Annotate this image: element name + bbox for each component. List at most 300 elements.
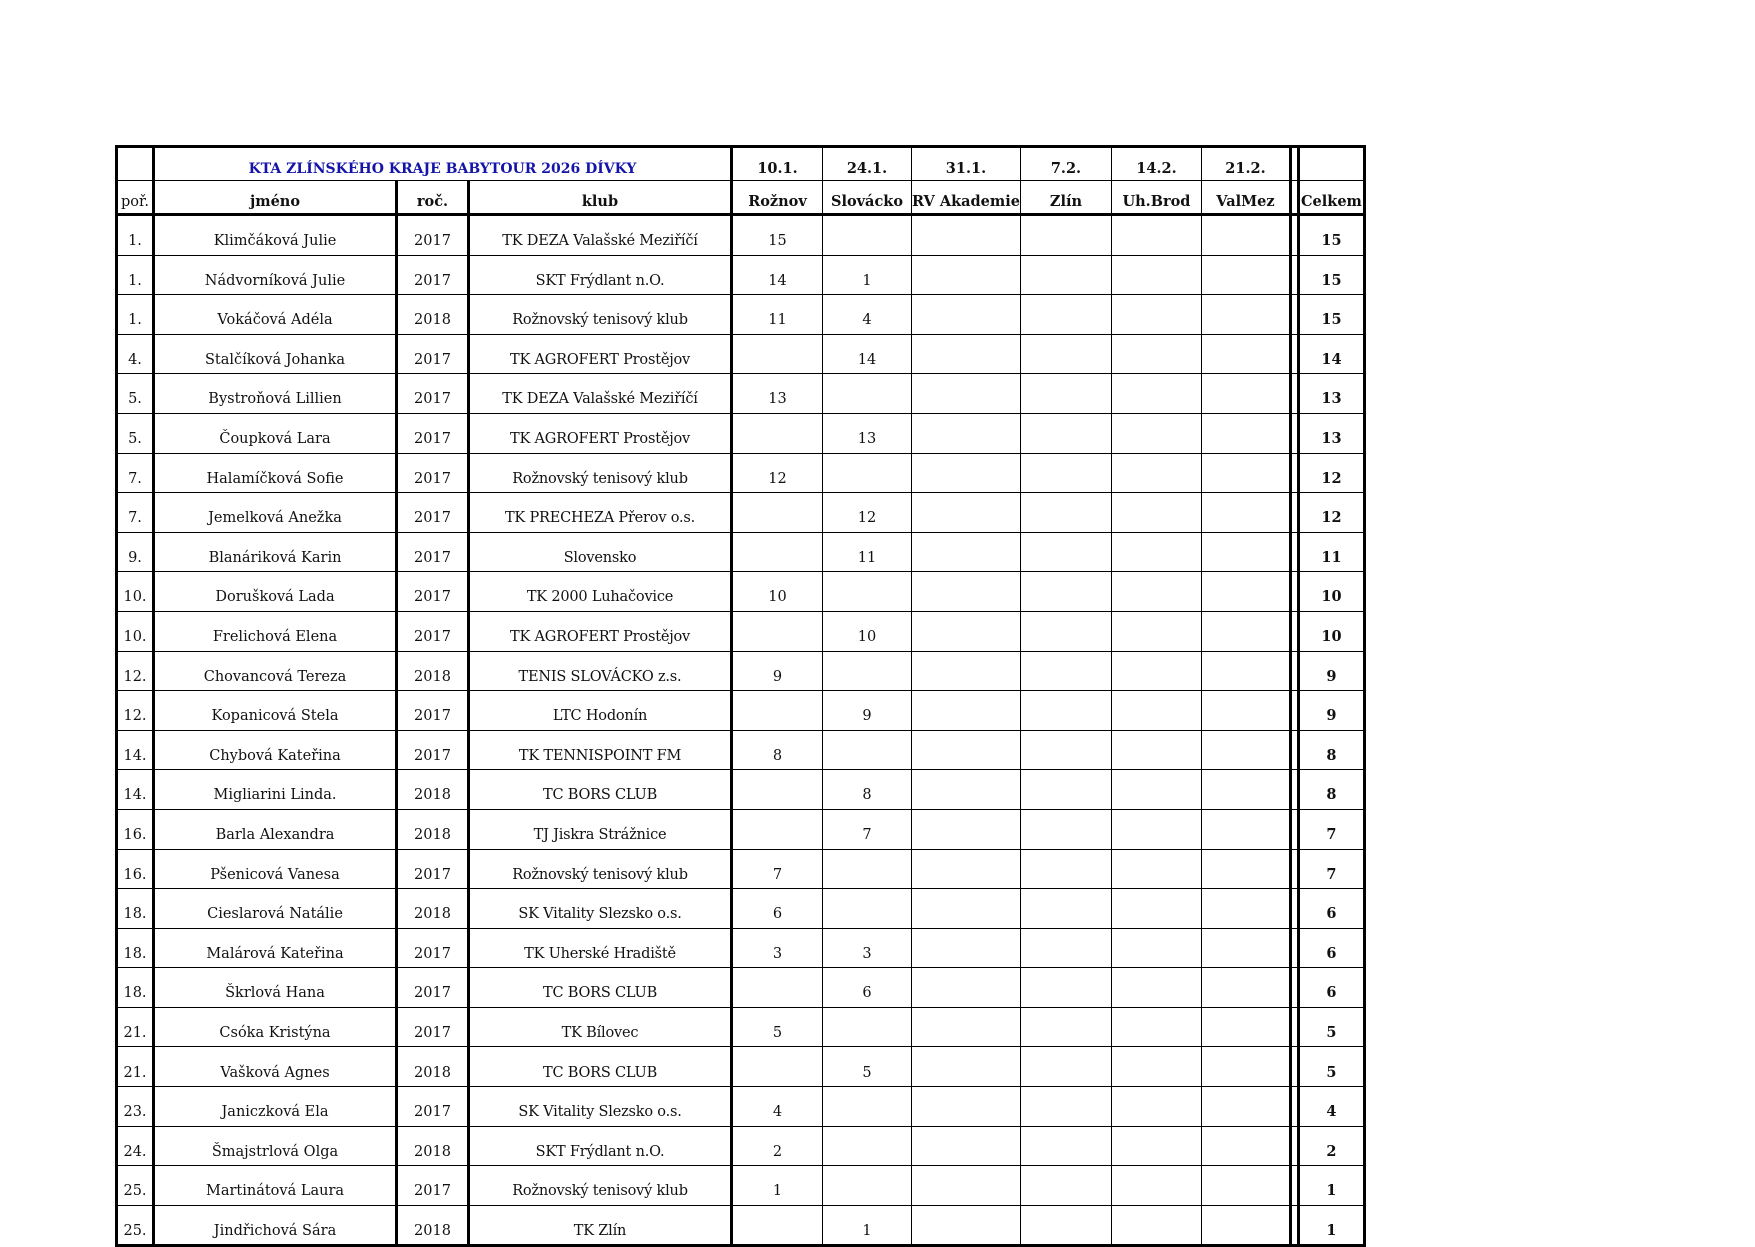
points-cell bbox=[1201, 849, 1290, 889]
name-cell: Martinátová Laura bbox=[154, 1166, 397, 1206]
points-cell bbox=[1201, 691, 1290, 731]
total-cell: 2 bbox=[1298, 1126, 1364, 1166]
rank-cell: 25. bbox=[117, 1205, 154, 1246]
total-cell: 5 bbox=[1298, 1007, 1364, 1047]
name-cell: Jindřichová Sára bbox=[154, 1205, 397, 1246]
year-cell: 2017 bbox=[397, 1007, 469, 1047]
points-cell bbox=[1111, 1166, 1201, 1206]
rank-cell: 21. bbox=[117, 1047, 154, 1087]
points-cell bbox=[1111, 928, 1201, 968]
total-cell: 13 bbox=[1298, 413, 1364, 453]
name-cell: Frelichová Elena bbox=[154, 611, 397, 651]
points-cell: 1 bbox=[823, 1205, 912, 1246]
year-cell: 2017 bbox=[397, 493, 469, 533]
points-cell: 8 bbox=[823, 770, 912, 810]
column-separator bbox=[1290, 968, 1298, 1008]
points-cell bbox=[1020, 849, 1111, 889]
points-cell: 9 bbox=[732, 651, 823, 691]
year-cell: 2017 bbox=[397, 334, 469, 374]
rank-cell: 14. bbox=[117, 730, 154, 770]
tournament-place: Uh.Brod bbox=[1111, 181, 1201, 215]
points-cell: 5 bbox=[823, 1047, 912, 1087]
year-cell: 2017 bbox=[397, 849, 469, 889]
points-cell bbox=[1111, 1087, 1201, 1127]
rank-cell: 12. bbox=[117, 691, 154, 731]
table-row bbox=[117, 1087, 1365, 1127]
points-cell bbox=[1201, 215, 1290, 256]
points-cell: 14 bbox=[823, 334, 912, 374]
tournament-date: 14.2. bbox=[1111, 147, 1201, 181]
year-cell: 2017 bbox=[397, 413, 469, 453]
points-cell bbox=[912, 295, 1021, 335]
name-cell: Šmajstrlová Olga bbox=[154, 1126, 397, 1166]
points-cell bbox=[1111, 572, 1201, 612]
column-separator bbox=[1290, 295, 1298, 335]
points-cell bbox=[1201, 928, 1290, 968]
name-cell: Nádvorníková Julie bbox=[154, 255, 397, 295]
table-row bbox=[117, 295, 1365, 335]
points-cell bbox=[732, 968, 823, 1008]
column-separator bbox=[1290, 730, 1298, 770]
header-total: Celkem bbox=[1298, 181, 1364, 215]
column-separator bbox=[1290, 809, 1298, 849]
name-cell: Kopanicová Stela bbox=[154, 691, 397, 731]
header-corner-cell bbox=[117, 147, 154, 181]
points-cell bbox=[912, 532, 1021, 572]
year-cell: 2017 bbox=[397, 730, 469, 770]
column-separator bbox=[1290, 1007, 1298, 1047]
club-cell: Slovensko bbox=[469, 532, 732, 572]
column-separator bbox=[1290, 1166, 1298, 1206]
year-cell: 2017 bbox=[397, 255, 469, 295]
points-cell bbox=[1020, 691, 1111, 731]
rank-cell: 5. bbox=[117, 374, 154, 414]
points-cell bbox=[912, 255, 1021, 295]
club-cell: TC BORS CLUB bbox=[469, 968, 732, 1008]
points-cell bbox=[1020, 255, 1111, 295]
points-cell: 11 bbox=[823, 532, 912, 572]
table-row bbox=[117, 770, 1365, 810]
year-cell: 2017 bbox=[397, 572, 469, 612]
points-cell bbox=[1020, 1126, 1111, 1166]
total-cell: 7 bbox=[1298, 849, 1364, 889]
points-cell bbox=[1020, 809, 1111, 849]
points-cell bbox=[1201, 1087, 1290, 1127]
total-cell: 6 bbox=[1298, 889, 1364, 929]
name-cell: Dorušková Lada bbox=[154, 572, 397, 612]
year-cell: 2017 bbox=[397, 928, 469, 968]
tournament-date: 7.2. bbox=[1020, 147, 1111, 181]
year-cell: 2017 bbox=[397, 215, 469, 256]
total-cell: 15 bbox=[1298, 295, 1364, 335]
points-cell bbox=[1020, 1007, 1111, 1047]
name-cell: Chovancová Tereza bbox=[154, 651, 397, 691]
points-cell bbox=[912, 849, 1021, 889]
club-cell: TK Bílovec bbox=[469, 1007, 732, 1047]
name-cell: Blanáriková Karin bbox=[154, 532, 397, 572]
points-cell bbox=[732, 334, 823, 374]
points-cell bbox=[912, 889, 1021, 929]
column-separator bbox=[1290, 413, 1298, 453]
club-cell: LTC Hodonín bbox=[469, 691, 732, 731]
tournament-place: RV Akademie bbox=[912, 181, 1021, 215]
points-cell bbox=[823, 453, 912, 493]
total-cell: 6 bbox=[1298, 928, 1364, 968]
points-cell bbox=[823, 849, 912, 889]
points-cell bbox=[732, 770, 823, 810]
points-cell bbox=[1201, 374, 1290, 414]
club-cell: TK Uherské Hradiště bbox=[469, 928, 732, 968]
table-row bbox=[117, 334, 1365, 374]
points-cell: 4 bbox=[732, 1087, 823, 1127]
club-cell: TC BORS CLUB bbox=[469, 1047, 732, 1087]
rank-cell: 21. bbox=[117, 1007, 154, 1047]
points-cell bbox=[823, 374, 912, 414]
points-cell bbox=[823, 889, 912, 929]
year-cell: 2018 bbox=[397, 1205, 469, 1246]
header-year: roč. bbox=[397, 181, 469, 215]
year-cell: 2017 bbox=[397, 374, 469, 414]
club-cell: TK AGROFERT Prostějov bbox=[469, 334, 732, 374]
column-separator bbox=[1290, 147, 1298, 181]
total-cell: 15 bbox=[1298, 255, 1364, 295]
points-cell bbox=[823, 1166, 912, 1206]
table-row bbox=[117, 730, 1365, 770]
table-row bbox=[117, 889, 1365, 929]
points-cell: 1 bbox=[732, 1166, 823, 1206]
column-separator bbox=[1290, 889, 1298, 929]
year-cell: 2018 bbox=[397, 1126, 469, 1166]
tournament-place: Zlín bbox=[1020, 181, 1111, 215]
points-cell bbox=[1111, 611, 1201, 651]
total-cell: 14 bbox=[1298, 334, 1364, 374]
points-cell bbox=[1111, 1047, 1201, 1087]
total-cell: 8 bbox=[1298, 770, 1364, 810]
rank-cell: 1. bbox=[117, 295, 154, 335]
year-cell: 2017 bbox=[397, 1087, 469, 1127]
table-row bbox=[117, 1126, 1365, 1166]
points-cell: 13 bbox=[823, 413, 912, 453]
year-cell: 2017 bbox=[397, 611, 469, 651]
name-cell: Barla Alexandra bbox=[154, 809, 397, 849]
points-cell bbox=[912, 1126, 1021, 1166]
rank-cell: 1. bbox=[117, 255, 154, 295]
points-cell bbox=[1020, 1166, 1111, 1206]
column-separator bbox=[1290, 334, 1298, 374]
club-cell: TK DEZA Valašské Meziříčí bbox=[469, 374, 732, 414]
year-cell: 2018 bbox=[397, 770, 469, 810]
year-cell: 2017 bbox=[397, 453, 469, 493]
rank-cell: 7. bbox=[117, 453, 154, 493]
points-cell: 10 bbox=[732, 572, 823, 612]
column-separator bbox=[1290, 453, 1298, 493]
rank-cell: 12. bbox=[117, 651, 154, 691]
points-cell bbox=[1111, 255, 1201, 295]
points-cell bbox=[912, 611, 1021, 651]
header-total-blank bbox=[1298, 147, 1364, 181]
club-cell: TK Zlín bbox=[469, 1205, 732, 1246]
table-row bbox=[117, 1047, 1365, 1087]
points-cell bbox=[823, 215, 912, 256]
points-cell bbox=[1020, 215, 1111, 256]
tournament-place: Slovácko bbox=[823, 181, 912, 215]
points-cell: 13 bbox=[732, 374, 823, 414]
ranking-table bbox=[115, 145, 1366, 1247]
column-separator bbox=[1290, 770, 1298, 810]
points-cell bbox=[912, 770, 1021, 810]
points-cell: 3 bbox=[823, 928, 912, 968]
points-cell bbox=[1020, 295, 1111, 335]
name-cell: Cieslarová Natálie bbox=[154, 889, 397, 929]
points-cell: 8 bbox=[732, 730, 823, 770]
column-separator bbox=[1290, 691, 1298, 731]
points-cell bbox=[1111, 295, 1201, 335]
total-cell: 11 bbox=[1298, 532, 1364, 572]
points-cell bbox=[732, 493, 823, 533]
club-cell: TC BORS CLUB bbox=[469, 770, 732, 810]
rank-cell: 4. bbox=[117, 334, 154, 374]
table-row bbox=[117, 809, 1365, 849]
rank-cell: 16. bbox=[117, 849, 154, 889]
points-cell bbox=[1111, 1126, 1201, 1166]
column-separator bbox=[1290, 493, 1298, 533]
points-cell bbox=[912, 691, 1021, 731]
points-cell bbox=[1111, 968, 1201, 1008]
points-cell bbox=[823, 1087, 912, 1127]
points-cell bbox=[912, 215, 1021, 256]
points-cell bbox=[1111, 374, 1201, 414]
points-cell bbox=[1020, 493, 1111, 533]
table-row bbox=[117, 691, 1365, 731]
total-cell: 9 bbox=[1298, 691, 1364, 731]
club-cell: TJ Jiskra Strážnice bbox=[469, 809, 732, 849]
points-cell bbox=[912, 730, 1021, 770]
name-cell: Vašková Agnes bbox=[154, 1047, 397, 1087]
name-cell: Bystroňová Lillien bbox=[154, 374, 397, 414]
name-cell: Janiczková Ela bbox=[154, 1087, 397, 1127]
points-cell bbox=[1201, 295, 1290, 335]
rank-cell: 9. bbox=[117, 532, 154, 572]
header-rank: poř. bbox=[117, 181, 154, 215]
points-cell bbox=[1201, 1007, 1290, 1047]
points-cell bbox=[1020, 928, 1111, 968]
total-cell: 5 bbox=[1298, 1047, 1364, 1087]
column-separator bbox=[1290, 1126, 1298, 1166]
points-cell bbox=[1201, 1126, 1290, 1166]
rank-cell: 10. bbox=[117, 611, 154, 651]
name-cell: Chybová Kateřina bbox=[154, 730, 397, 770]
table-row bbox=[117, 1166, 1365, 1206]
total-cell: 1 bbox=[1298, 1205, 1364, 1246]
name-cell: Klimčáková Julie bbox=[154, 215, 397, 256]
rank-cell: 18. bbox=[117, 968, 154, 1008]
total-cell: 10 bbox=[1298, 611, 1364, 651]
points-cell: 10 bbox=[823, 611, 912, 651]
points-cell: 4 bbox=[823, 295, 912, 335]
name-cell: Jemelková Anežka bbox=[154, 493, 397, 533]
total-cell: 9 bbox=[1298, 651, 1364, 691]
points-cell bbox=[1111, 1007, 1201, 1047]
table-row bbox=[117, 651, 1365, 691]
points-cell bbox=[1111, 453, 1201, 493]
points-cell bbox=[1201, 1047, 1290, 1087]
points-cell bbox=[1020, 453, 1111, 493]
year-cell: 2017 bbox=[397, 691, 469, 731]
column-separator bbox=[1290, 1087, 1298, 1127]
column-separator bbox=[1290, 532, 1298, 572]
rank-cell: 25. bbox=[117, 1166, 154, 1206]
points-cell bbox=[912, 1087, 1021, 1127]
name-cell: Malárová Kateřina bbox=[154, 928, 397, 968]
points-cell bbox=[1020, 374, 1111, 414]
total-cell: 7 bbox=[1298, 809, 1364, 849]
points-cell bbox=[1111, 413, 1201, 453]
table-row bbox=[117, 611, 1365, 651]
points-cell bbox=[1201, 255, 1290, 295]
column-separator bbox=[1290, 1047, 1298, 1087]
name-cell: Csóka Kristýna bbox=[154, 1007, 397, 1047]
points-cell bbox=[732, 532, 823, 572]
club-cell: TK DEZA Valašské Meziříčí bbox=[469, 215, 732, 256]
points-cell bbox=[1111, 651, 1201, 691]
points-cell bbox=[1201, 889, 1290, 929]
points-cell bbox=[1020, 651, 1111, 691]
column-separator bbox=[1290, 374, 1298, 414]
points-cell bbox=[823, 1126, 912, 1166]
club-cell: SKT Frýdlant n.O. bbox=[469, 255, 732, 295]
points-cell bbox=[1020, 611, 1111, 651]
total-cell: 6 bbox=[1298, 968, 1364, 1008]
points-cell bbox=[1111, 215, 1201, 256]
table-row bbox=[117, 413, 1365, 453]
table-row bbox=[117, 968, 1365, 1008]
table-row bbox=[117, 849, 1365, 889]
column-separator bbox=[1290, 215, 1298, 256]
points-cell bbox=[912, 413, 1021, 453]
points-cell bbox=[912, 1007, 1021, 1047]
points-cell: 6 bbox=[732, 889, 823, 929]
tournament-place: ValMez bbox=[1201, 181, 1290, 215]
table-row bbox=[117, 255, 1365, 295]
name-cell: Pšenicová Vanesa bbox=[154, 849, 397, 889]
points-cell bbox=[732, 809, 823, 849]
year-cell: 2018 bbox=[397, 295, 469, 335]
points-cell: 15 bbox=[732, 215, 823, 256]
tournament-date: 21.2. bbox=[1201, 147, 1290, 181]
points-cell bbox=[1201, 809, 1290, 849]
name-cell: Čoupková Lara bbox=[154, 413, 397, 453]
table-title: KTA ZLÍNSKÉHO KRAJE BABYTOUR 2026 DÍVKY bbox=[154, 147, 732, 181]
name-cell: Vokáčová Adéla bbox=[154, 295, 397, 335]
total-cell: 8 bbox=[1298, 730, 1364, 770]
rank-cell: 18. bbox=[117, 928, 154, 968]
tournament-place: Rožnov bbox=[732, 181, 823, 215]
points-cell bbox=[1111, 691, 1201, 731]
points-cell bbox=[1201, 493, 1290, 533]
header-row-columns bbox=[117, 181, 1365, 215]
table-row bbox=[117, 532, 1365, 572]
club-cell: SK Vitality Slezsko o.s. bbox=[469, 1087, 732, 1127]
tournament-date: 24.1. bbox=[823, 147, 912, 181]
table-row bbox=[117, 928, 1365, 968]
table-row bbox=[117, 215, 1365, 256]
points-cell bbox=[1201, 334, 1290, 374]
points-cell bbox=[912, 651, 1021, 691]
header-row-dates bbox=[117, 147, 1365, 181]
year-cell: 2017 bbox=[397, 532, 469, 572]
points-cell bbox=[1201, 532, 1290, 572]
points-cell bbox=[1020, 968, 1111, 1008]
points-cell bbox=[912, 1047, 1021, 1087]
points-cell bbox=[1111, 849, 1201, 889]
points-cell bbox=[1111, 493, 1201, 533]
points-cell bbox=[823, 1007, 912, 1047]
points-cell bbox=[1201, 611, 1290, 651]
points-cell bbox=[732, 413, 823, 453]
points-cell bbox=[1020, 730, 1111, 770]
points-cell: 3 bbox=[732, 928, 823, 968]
total-cell: 15 bbox=[1298, 215, 1364, 256]
club-cell: Rožnovský tenisový klub bbox=[469, 849, 732, 889]
year-cell: 2017 bbox=[397, 1166, 469, 1206]
points-cell: 6 bbox=[823, 968, 912, 1008]
points-cell bbox=[1201, 453, 1290, 493]
total-cell: 4 bbox=[1298, 1087, 1364, 1127]
column-separator bbox=[1290, 181, 1298, 215]
points-cell: 5 bbox=[732, 1007, 823, 1047]
points-cell: 2 bbox=[732, 1126, 823, 1166]
points-cell bbox=[1020, 1047, 1111, 1087]
club-cell: Rožnovský tenisový klub bbox=[469, 1166, 732, 1206]
header-club: klub bbox=[469, 181, 732, 215]
rank-cell: 10. bbox=[117, 572, 154, 612]
rank-cell: 18. bbox=[117, 889, 154, 929]
points-cell bbox=[912, 1166, 1021, 1206]
column-separator bbox=[1290, 651, 1298, 691]
rank-cell: 5. bbox=[117, 413, 154, 453]
points-cell bbox=[912, 453, 1021, 493]
club-cell: SK Vitality Slezsko o.s. bbox=[469, 889, 732, 929]
total-cell: 13 bbox=[1298, 374, 1364, 414]
points-cell bbox=[1111, 770, 1201, 810]
club-cell: Rožnovský tenisový klub bbox=[469, 295, 732, 335]
club-cell: Rožnovský tenisový klub bbox=[469, 453, 732, 493]
points-cell bbox=[1201, 413, 1290, 453]
points-cell bbox=[1111, 809, 1201, 849]
points-cell bbox=[1111, 730, 1201, 770]
rank-cell: 1. bbox=[117, 215, 154, 256]
club-cell: TK 2000 Luhačovice bbox=[469, 572, 732, 612]
points-cell: 11 bbox=[732, 295, 823, 335]
table-row bbox=[117, 493, 1365, 533]
header-name: jméno bbox=[154, 181, 397, 215]
points-cell bbox=[1111, 532, 1201, 572]
points-cell bbox=[732, 691, 823, 731]
points-cell bbox=[1201, 968, 1290, 1008]
tournament-date: 10.1. bbox=[732, 147, 823, 181]
points-cell bbox=[732, 1047, 823, 1087]
table-row bbox=[117, 1007, 1365, 1047]
points-cell bbox=[912, 374, 1021, 414]
points-cell bbox=[732, 611, 823, 651]
name-cell: Škrlová Hana bbox=[154, 968, 397, 1008]
club-cell: TK PRECHEZA Přerov o.s. bbox=[469, 493, 732, 533]
points-cell bbox=[1111, 889, 1201, 929]
column-separator bbox=[1290, 849, 1298, 889]
name-cell: Migliarini Linda. bbox=[154, 770, 397, 810]
points-cell bbox=[1201, 1166, 1290, 1206]
club-cell: TENIS SLOVÁCKO z.s. bbox=[469, 651, 732, 691]
